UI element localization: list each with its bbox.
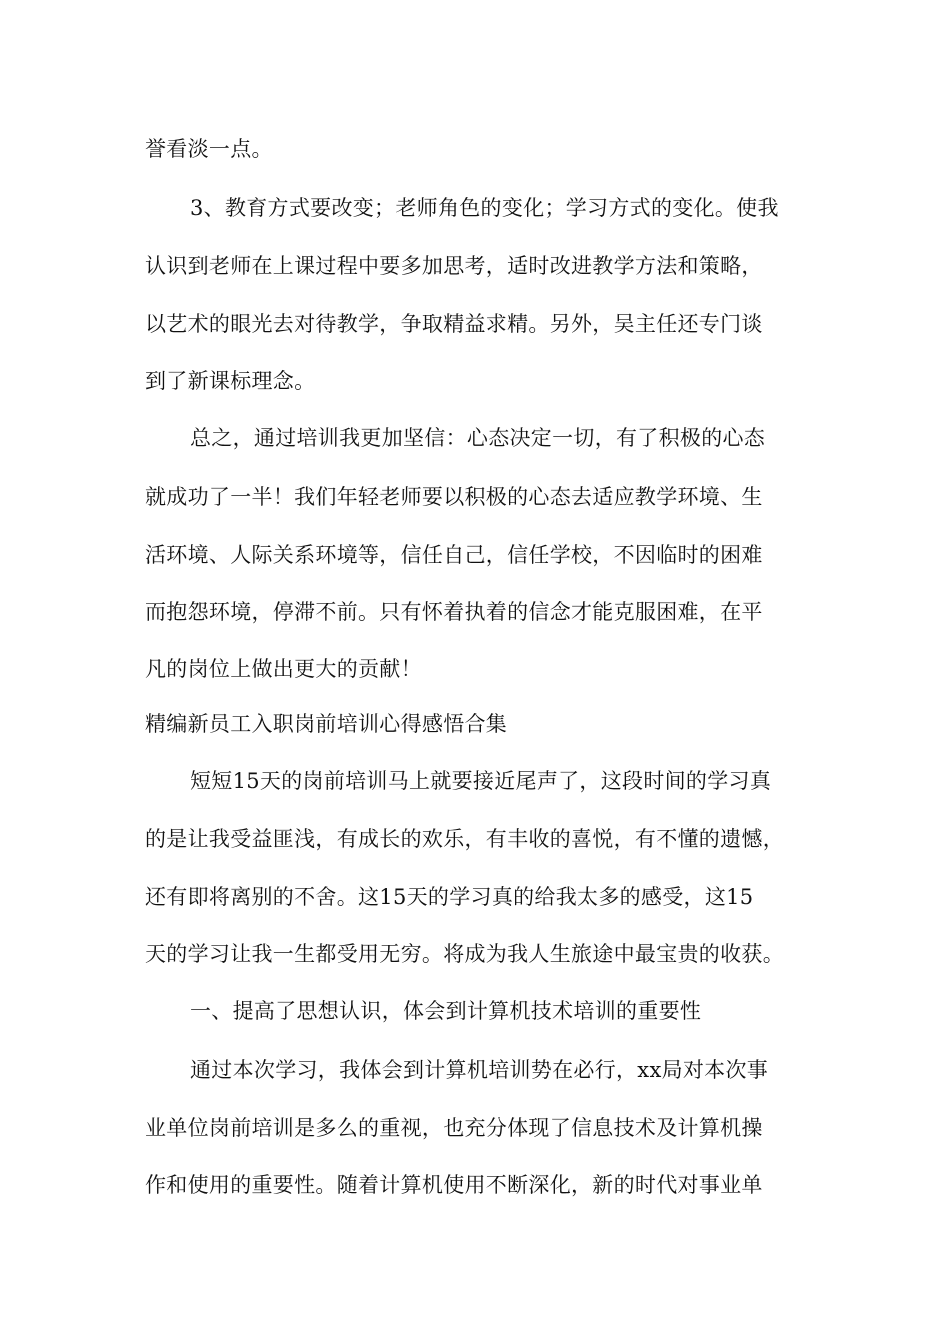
text-line: 总之，通过培训我更加坚信：心态决定一切，有了积极的心态 bbox=[190, 426, 766, 450]
text-line: 认识到老师在上课过程中要多加思考，适时改进教学方法和策略， bbox=[145, 254, 763, 278]
text-line: 凡的岗位上做出更大的贡献！ bbox=[145, 657, 422, 681]
text-line: 到了新课标理念。 bbox=[145, 369, 316, 393]
text-line: 誉看淡一点。 bbox=[145, 137, 273, 161]
text-line: 3、教育方式要改变；老师角色的变化；学习方式的变化。使我 bbox=[190, 196, 779, 220]
text-line: 通过本次学习，我体会到计算机培训势在必行，xx局对本次事 bbox=[190, 1058, 769, 1082]
text-line: 短短15天的岗前培训马上就要接近尾声了，这段时间的学习真 bbox=[190, 769, 772, 793]
text-line: 业单位岗前培训是多么的重视，也充分体现了信息技术及计算机操 bbox=[145, 1116, 763, 1140]
text-line: 作和使用的重要性。随着计算机使用不断深化，新的时代对事业单 bbox=[145, 1173, 763, 1197]
subheading-line: 一、提高了思想认识，体会到计算机技术培训的重要性 bbox=[190, 999, 702, 1023]
text-line: 活环境、人际关系环境等，信任自己，信任学校，不因临时的困难 bbox=[145, 543, 763, 567]
section-heading: 精编新员工入职岗前培训心得感悟合集 bbox=[145, 712, 508, 736]
text-line: 还有即将离别的不舍。这15天的学习真的给我太多的感受，这15 bbox=[145, 885, 754, 909]
text-line: 天的学习让我一生都受用无穷。将成为我人生旅途中最宝贵的收获。 bbox=[145, 942, 784, 966]
text-line: 而抱怨环境，停滞不前。只有怀着执着的信念才能克服困难，在平 bbox=[145, 600, 763, 624]
text-line: 的是让我受益匪浅，有成长的欢乐，有丰收的喜悦，有不懂的遗憾， bbox=[145, 827, 784, 851]
text-line: 以艺术的眼光去对待教学，争取精益求精。另外，吴主任还专门谈 bbox=[145, 312, 763, 336]
text-line: 就成功了一半！我们年轻老师要以积极的心态去适应教学环境、生 bbox=[145, 485, 763, 509]
